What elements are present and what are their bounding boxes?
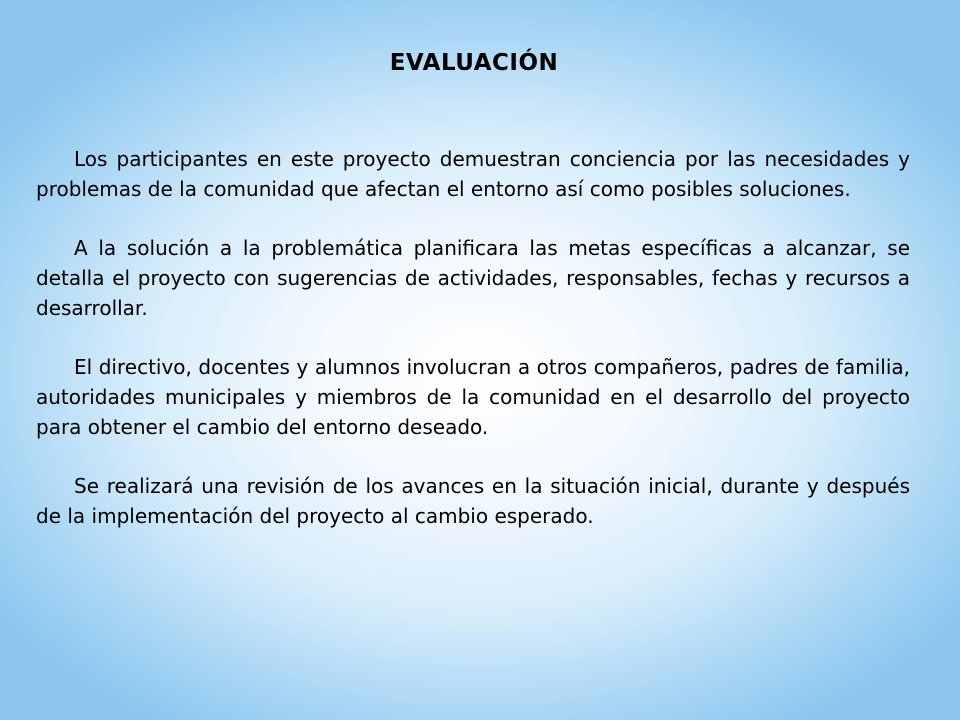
paragraph-solution: A la solución a la problemática planificara las metas específicas a alcanzar, se detalla el proyecto con sugerencias de actividades, responsables, fechas y recursos a desarrollar.	[36, 236, 910, 320]
slide-title: EVALUACIÓN	[389, 50, 559, 76]
paragraph-involvement: El directivo, docentes y alumnos involucran a otros compañeros, padres de familia, autoridades municipales y miembros de la comunidad en el desarrollo del proyecto para obtener el cambio del entorno deseado.	[36, 355, 910, 439]
paragraph-review: Se realizará una revisión de los avances en la situación inicial, durante y después de la implementación del proyecto al cambio esperado.	[36, 474, 910, 528]
slide-body	[36, 144, 910, 560]
paragraph-participants: Los participantes en este proyecto demuestran conciencia por las necesidades y problemas de la comunidad que afectan el entorno así como posibles soluciones.	[36, 147, 910, 201]
